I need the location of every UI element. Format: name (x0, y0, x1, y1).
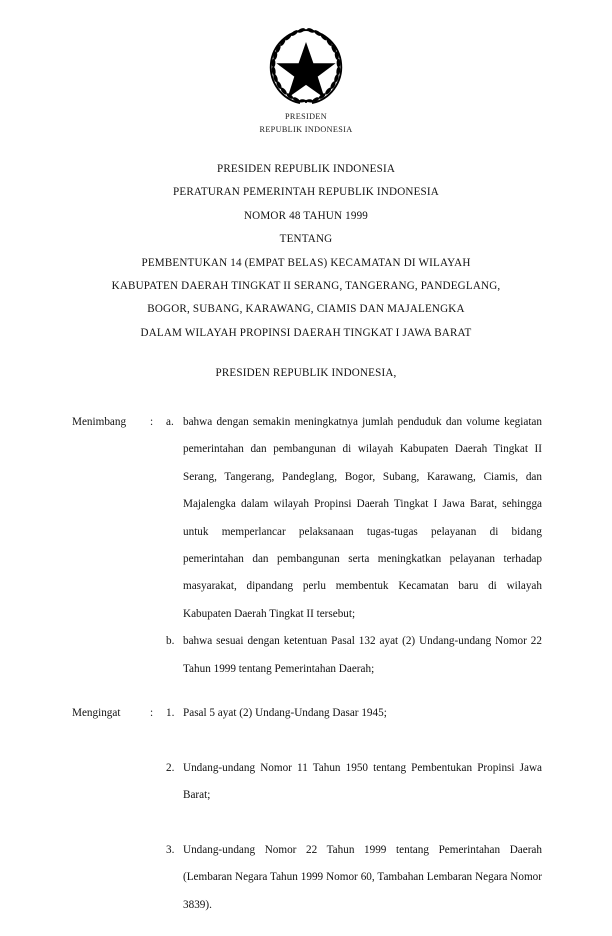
list-gap (166, 727, 542, 754)
item-text-b: bahwa sesuai dengan ketentuan Pasal 132 ayat (2) Undang-undang Nomor 22 Tahun 1999 tentang Pemerintahan Daerah; (183, 635, 542, 675)
enacting-clause-header: PRESIDEN REPUBLIK INDONESIA, (215, 367, 397, 379)
section-mengingat (72, 700, 542, 919)
item-text-1: Pasal 5 ayat (2) Undang-Undang Dasar 1945; (183, 707, 387, 719)
list-item (166, 837, 542, 919)
title-line-number-year: NOMOR 48 TAHUN 1999 (243, 209, 369, 222)
presidential-emblem-block (0, 24, 612, 135)
section-colon-menimbang: : (150, 416, 154, 428)
item-marker-b: b. (166, 635, 175, 648)
section-menimbang (72, 409, 542, 683)
item-marker-1: 1. (166, 707, 175, 719)
section-colon-mengingat: : (150, 707, 154, 719)
title-line-subject-3: BOGOR, SUBANG, KARAWANG, CIAMIS DAN MAJALENGKA (147, 303, 465, 316)
title-line-subject-4: DALAM WILAYAH PROPINSI DAERAH TINGKAT I JAWA BARAT (140, 326, 472, 339)
list-item (166, 700, 542, 727)
presidential-star-wreath-emblem (263, 24, 349, 110)
item-marker-2: 2. (166, 761, 175, 774)
title-line-tentang: TENTANG (279, 233, 333, 246)
item-marker-3: 3. (166, 844, 175, 856)
list-item (166, 628, 542, 683)
section-items-menimbang (166, 409, 542, 683)
title-line-subject-2: KABUPATEN DAERAH TINGKAT II SERANG, TANGERANG, PANDEGLANG, (111, 280, 501, 293)
section-label-menimbang: Menimbang (72, 416, 127, 428)
title-line-subject-1: PEMBENTUKAN 14 (EMPAT BELAS) KECAMATAN DI WILAYAH (141, 256, 471, 269)
item-text-2: Undang-undang Nomor 11 Tahun 1950 tentang Pembentukan Propinsi Jawa Barat; (183, 761, 542, 802)
item-text-a: bahwa dengan semakin meningkatnya jumlah penduduk dan volume kegiatan pemerintahan dan pembangunan di wilayah Kabupaten Daerah Tingkat II Serang, Tangerang, Pandeglang, Bogor, Subang, Karawang, Ciamis, dan Majalengka dalam wilayah Propinsi Daerah Tingkat I Jawa Barat, sehingga untuk memperlancar pelaksanaan tugas-tugas pelayanan di bidang pemerintahan dan pembangunan serta meningkatkan pelayanan terhadap masyarakat, dipandang perlu membentuk Kecamatan baru di wilayah Kabupaten Daerah Tingkat II tersebut; (183, 416, 542, 620)
document-title-block (40, 158, 572, 345)
item-text-3: Undang-undang Nomor 22 Tahun 1999 tentang Pemerintahan Daerah (Lembaran Negara Tahun 1999 Nomor 60, Tambahan Lembaran Negara Nomor 3839). (183, 844, 542, 911)
list-gap (166, 810, 542, 837)
emblem-caption-republik-indonesia: REPUBLIK INDONESIA (259, 124, 353, 134)
item-marker-a: a. (166, 416, 174, 428)
list-item (166, 755, 542, 810)
title-line-institution: PRESIDEN REPUBLIK INDONESIA (216, 163, 396, 175)
title-line-regulation-type: PERATURAN PEMERINTAH REPUBLIK INDONESIA (173, 186, 439, 199)
list-item (166, 409, 542, 628)
section-items-mengingat (166, 700, 542, 919)
emblem-caption-presiden: PRESIDEN (285, 112, 327, 121)
section-label-mengingat: Mengingat (72, 707, 121, 719)
